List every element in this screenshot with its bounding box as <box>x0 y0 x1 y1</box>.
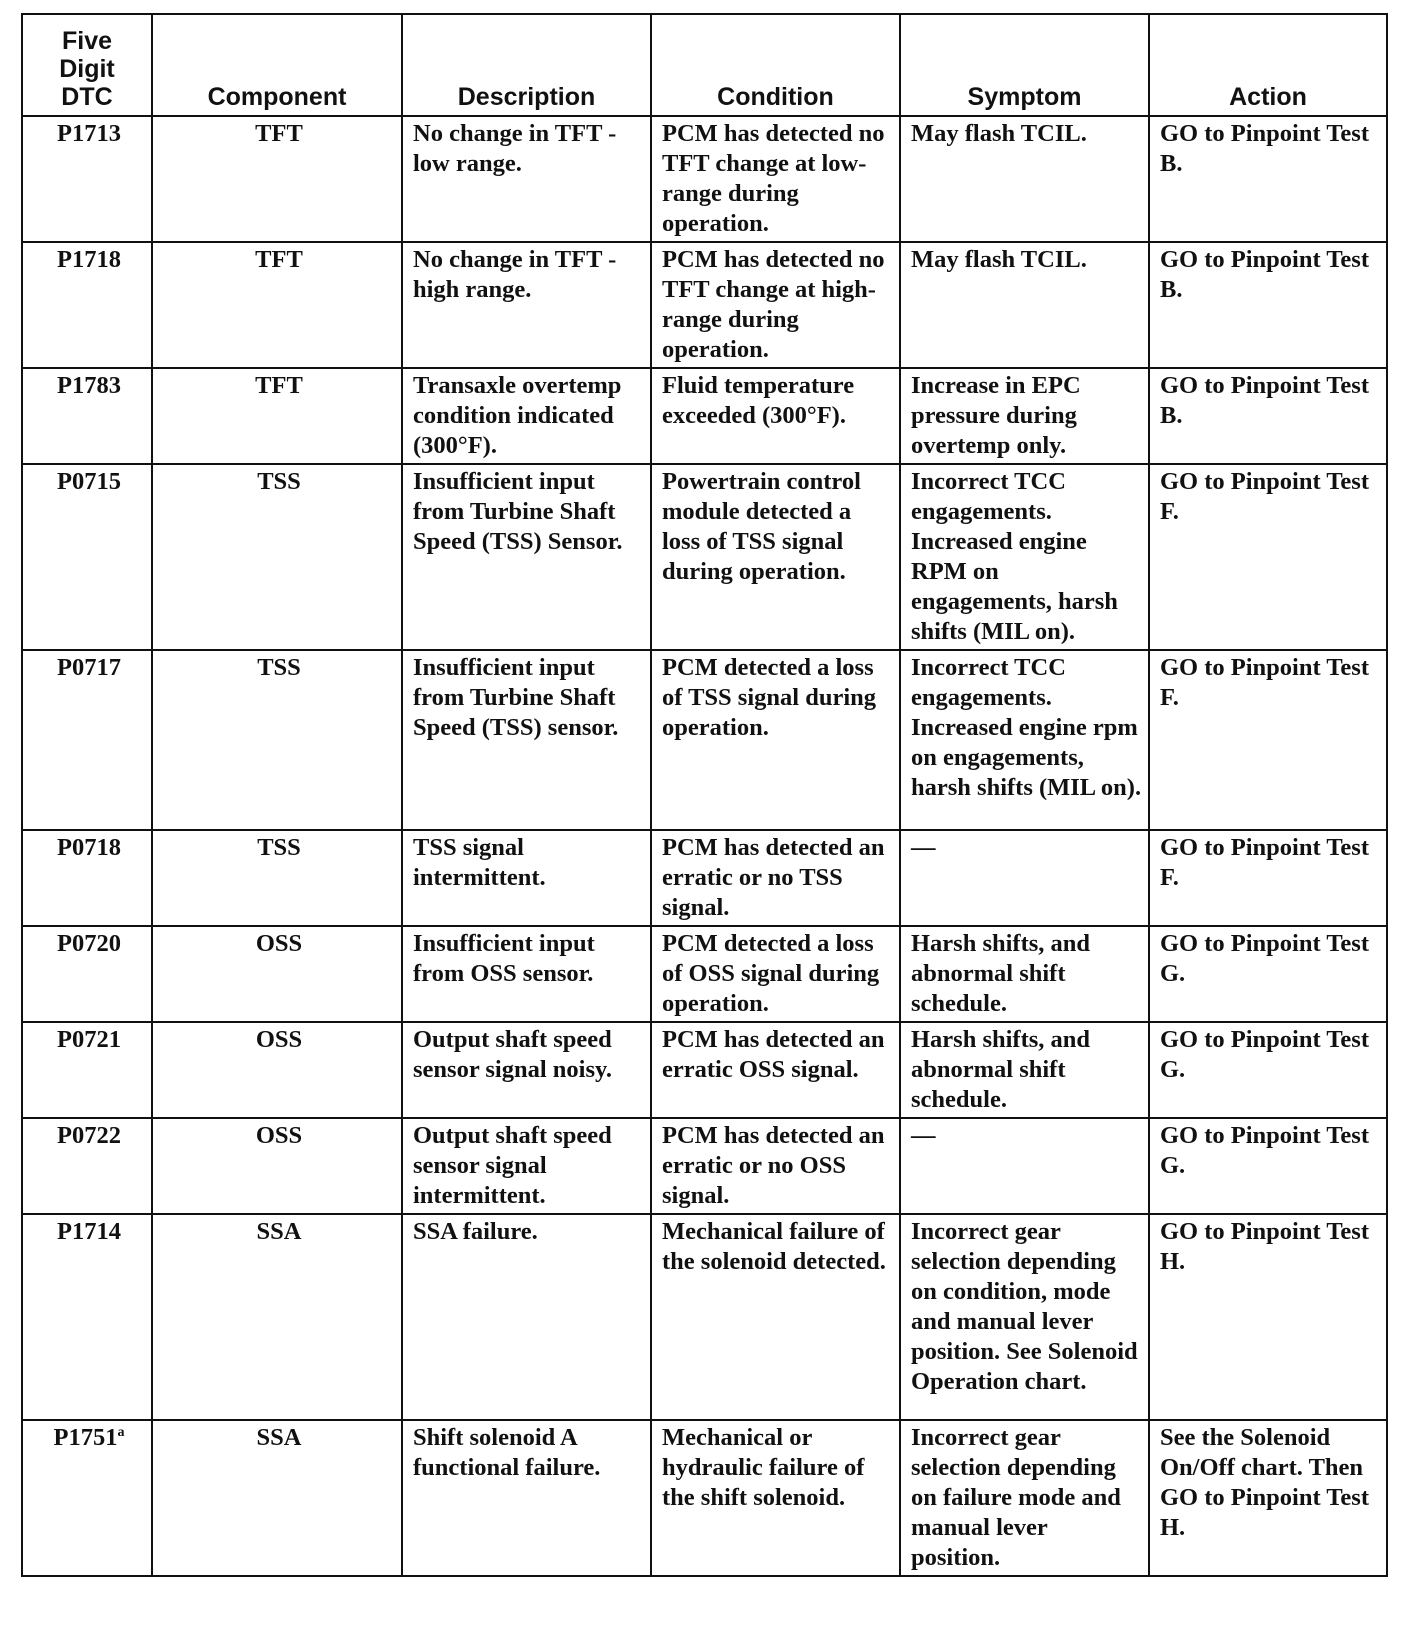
component-cell-text: TSS <box>257 468 301 495</box>
action-cell <box>1149 650 1387 830</box>
description-cell <box>402 830 651 926</box>
component-cell <box>152 1420 402 1576</box>
symptom-cell <box>900 926 1149 1022</box>
symptom-cell-text: Increase in EPC pressure during overtemp only. <box>911 372 1081 459</box>
description-cell <box>402 1118 651 1214</box>
condition-cell-text: PCM has detected an erratic or no TSS signal. <box>662 834 885 921</box>
action-cell <box>1149 1214 1387 1420</box>
symptom-cell-text: Harsh shifts, and abnormal shift schedule. <box>911 1026 1091 1113</box>
symptom-cell-text: Incorrect gear selection depending on condition, mode and manual lever position. See Solenoid Operation chart. <box>911 1218 1138 1395</box>
condition-cell <box>651 650 900 830</box>
condition-cell-text: PCM has detected an erratic or no OSS signal. <box>662 1122 885 1209</box>
description-cell-text: Output shaft speed sensor signal noisy. <box>413 1026 613 1083</box>
condition-cell-text: Powertrain control module detected a loss of TSS signal during operation. <box>662 468 861 585</box>
description-cell <box>402 116 651 242</box>
dtc-cell-text: P0721 <box>57 1026 121 1053</box>
dtc-cell-text: P0722 <box>57 1122 121 1149</box>
condition-cell <box>651 1420 900 1576</box>
dtc-cell <box>22 1118 152 1214</box>
symptom-cell <box>900 1420 1149 1576</box>
condition-cell <box>651 1022 900 1118</box>
description-cell-text: Insufficient input from OSS sensor. <box>413 930 595 987</box>
condition-cell-text: Fluid temperature exceeded (300°F). <box>662 372 855 429</box>
condition-cell-text: Mechanical or hydraulic failure of the shift solenoid. <box>662 1424 865 1511</box>
component-cell-text: TSS <box>257 654 301 681</box>
dtc-cell <box>22 116 152 242</box>
table-row <box>22 1022 1387 1118</box>
description-cell-text: No change in TFT - low range. <box>413 120 617 177</box>
dtc-cell-text: P1713 <box>57 120 121 147</box>
table-row <box>22 1214 1387 1420</box>
action-cell-text: See the Solenoid On/Off chart. Then GO to Pinpoint Test H. <box>1160 1424 1369 1541</box>
description-cell <box>402 464 651 650</box>
dtc-cell <box>22 926 152 1022</box>
component-cell-text: SSA <box>256 1424 302 1451</box>
condition-cell-text: PCM detected a loss of OSS signal during operation. <box>662 930 880 1017</box>
condition-cell <box>651 242 900 368</box>
action-cell-text: GO to Pinpoint Test H. <box>1160 1218 1369 1275</box>
condition-cell-text: Mechanical failure of the solenoid detected. <box>662 1218 886 1275</box>
symptom-cell <box>900 368 1149 464</box>
component-cell <box>152 116 402 242</box>
description-cell-text: Insufficient input from Turbine Shaft Speed (TSS) Sensor. <box>413 468 623 555</box>
symptom-cell-text: — <box>911 834 936 861</box>
condition-cell <box>651 926 900 1022</box>
dtc-cell <box>22 1420 152 1576</box>
action-cell <box>1149 1022 1387 1118</box>
component-cell-text: TFT <box>255 246 303 273</box>
description-cell <box>402 1214 651 1420</box>
condition-cell <box>651 1214 900 1420</box>
symptom-cell-text: Harsh shifts, and abnormal shift schedule. <box>911 930 1091 1017</box>
description-cell-text: Transaxle overtemp condition indicated (300°F). <box>413 372 622 459</box>
action-cell <box>1149 1420 1387 1576</box>
dtc-cell-text: P1751 <box>53 1424 118 1451</box>
action-cell <box>1149 1118 1387 1214</box>
dtc-cell-text: P1714 <box>57 1218 121 1245</box>
component-cell-text: OSS <box>255 1122 303 1149</box>
symptom-cell <box>900 650 1149 830</box>
action-cell-text: GO to Pinpoint Test B. <box>1160 246 1369 303</box>
dtc-cell <box>22 242 152 368</box>
condition-cell-text: PCM detected a loss of TSS signal during operation. <box>662 654 877 741</box>
component-cell-text: TSS <box>257 834 301 861</box>
dtc-cell-text: P0718 <box>57 834 121 861</box>
dtc-cell <box>22 1214 152 1420</box>
description-cell-text: Output shaft speed sensor signal intermittent. <box>413 1122 612 1209</box>
footnote-marker: a <box>117 1424 125 1440</box>
dtc-table <box>21 13 1388 1577</box>
symptom-cell <box>900 464 1149 650</box>
table-row <box>22 242 1387 368</box>
condition-cell <box>651 116 900 242</box>
header-row <box>22 14 1387 116</box>
dtc-cell-text: P1783 <box>57 372 121 399</box>
condition-cell <box>651 464 900 650</box>
component-cell <box>152 464 402 650</box>
action-cell-text: GO to Pinpoint Test F. <box>1160 468 1369 525</box>
description-cell <box>402 368 651 464</box>
component-cell-text: OSS <box>255 1026 303 1053</box>
header-symptom: Symptom <box>900 14 1149 116</box>
dtc-cell <box>22 368 152 464</box>
action-cell <box>1149 116 1387 242</box>
header-action: Action <box>1149 14 1387 116</box>
table-header <box>22 14 1387 116</box>
symptom-cell <box>900 830 1149 926</box>
action-cell <box>1149 830 1387 926</box>
symptom-cell <box>900 116 1149 242</box>
description-cell-text: SSA failure. <box>413 1218 538 1245</box>
component-cell-text: TFT <box>255 372 303 399</box>
description-cell <box>402 650 651 830</box>
dtc-cell-text: P0720 <box>57 930 121 957</box>
component-cell <box>152 1022 402 1118</box>
condition-cell <box>651 368 900 464</box>
header-component: Component <box>152 14 402 116</box>
header-condition: Condition <box>651 14 900 116</box>
table-row <box>22 1118 1387 1214</box>
component-cell <box>152 368 402 464</box>
dtc-cell-text: P0717 <box>57 654 121 681</box>
symptom-cell <box>900 242 1149 368</box>
action-cell-text: GO to Pinpoint Test F. <box>1160 654 1369 711</box>
dtc-cell-text: P1718 <box>57 246 121 273</box>
description-cell <box>402 242 651 368</box>
symptom-cell-text: May flash TCIL. <box>911 120 1087 147</box>
condition-cell-text: PCM has detected no TFT change at high-range during operation. <box>662 246 885 363</box>
component-cell-text: SSA <box>256 1218 302 1245</box>
condition-cell-text: PCM has detected no TFT change at low-range during operation. <box>662 120 885 237</box>
dtc-cell <box>22 464 152 650</box>
table-row <box>22 1420 1387 1576</box>
symptom-cell <box>900 1214 1149 1420</box>
action-cell-text: GO to Pinpoint Test B. <box>1160 372 1369 429</box>
table-row <box>22 116 1387 242</box>
dtc-cell <box>22 650 152 830</box>
description-cell <box>402 1022 651 1118</box>
symptom-cell <box>900 1022 1149 1118</box>
dtc-cell-text: P0715 <box>57 468 121 495</box>
table-row <box>22 464 1387 650</box>
component-cell <box>152 650 402 830</box>
symptom-cell <box>900 1118 1149 1214</box>
dtc-cell <box>22 830 152 926</box>
action-cell-text: GO to Pinpoint Test G. <box>1160 930 1369 987</box>
component-cell <box>152 1118 402 1214</box>
symptom-cell-text: May flash TCIL. <box>911 246 1087 273</box>
condition-cell <box>651 1118 900 1214</box>
dtc-cell <box>22 1022 152 1118</box>
table-row <box>22 368 1387 464</box>
table-row <box>22 926 1387 1022</box>
table-row <box>22 650 1387 830</box>
action-cell-text: GO to Pinpoint Test G. <box>1160 1026 1369 1083</box>
table-body <box>22 116 1387 1576</box>
action-cell <box>1149 242 1387 368</box>
condition-cell-text: PCM has detected an erratic OSS signal. <box>662 1026 885 1083</box>
action-cell-text: GO to Pinpoint Test B. <box>1160 120 1369 177</box>
component-cell <box>152 242 402 368</box>
symptom-cell-text: Incorrect TCC engagements. Increased engine RPM on engagements, harsh shifts (MIL on). <box>911 468 1118 645</box>
component-cell <box>152 1214 402 1420</box>
description-cell-text: Insufficient input from Turbine Shaft Speed (TSS) sensor. <box>413 654 619 741</box>
header-description: Description <box>402 14 651 116</box>
description-cell <box>402 926 651 1022</box>
action-cell-text: GO to Pinpoint Test F. <box>1160 834 1369 891</box>
symptom-cell-text: Incorrect TCC engagements. Increased engine rpm on engagements, harsh shifts (MIL on). <box>911 654 1142 801</box>
condition-cell <box>651 830 900 926</box>
component-cell <box>152 830 402 926</box>
description-cell-text: No change in TFT - high range. <box>413 246 617 303</box>
component-cell <box>152 926 402 1022</box>
description-cell-text: TSS signal intermittent. <box>413 834 546 891</box>
action-cell-text: GO to Pinpoint Test G. <box>1160 1122 1369 1179</box>
symptom-cell-text: Incorrect gear selection depending on failure mode and manual lever position. <box>911 1424 1121 1571</box>
component-cell-text: TFT <box>255 120 303 147</box>
header-dtc: Five Digit DTC <box>22 14 152 116</box>
action-cell <box>1149 464 1387 650</box>
table-row <box>22 830 1387 926</box>
component-cell-text: OSS <box>255 930 303 957</box>
description-cell <box>402 1420 651 1576</box>
symptom-cell-text: — <box>911 1122 936 1149</box>
action-cell <box>1149 926 1387 1022</box>
action-cell <box>1149 368 1387 464</box>
description-cell-text: Shift solenoid A functional failure. <box>413 1424 601 1481</box>
